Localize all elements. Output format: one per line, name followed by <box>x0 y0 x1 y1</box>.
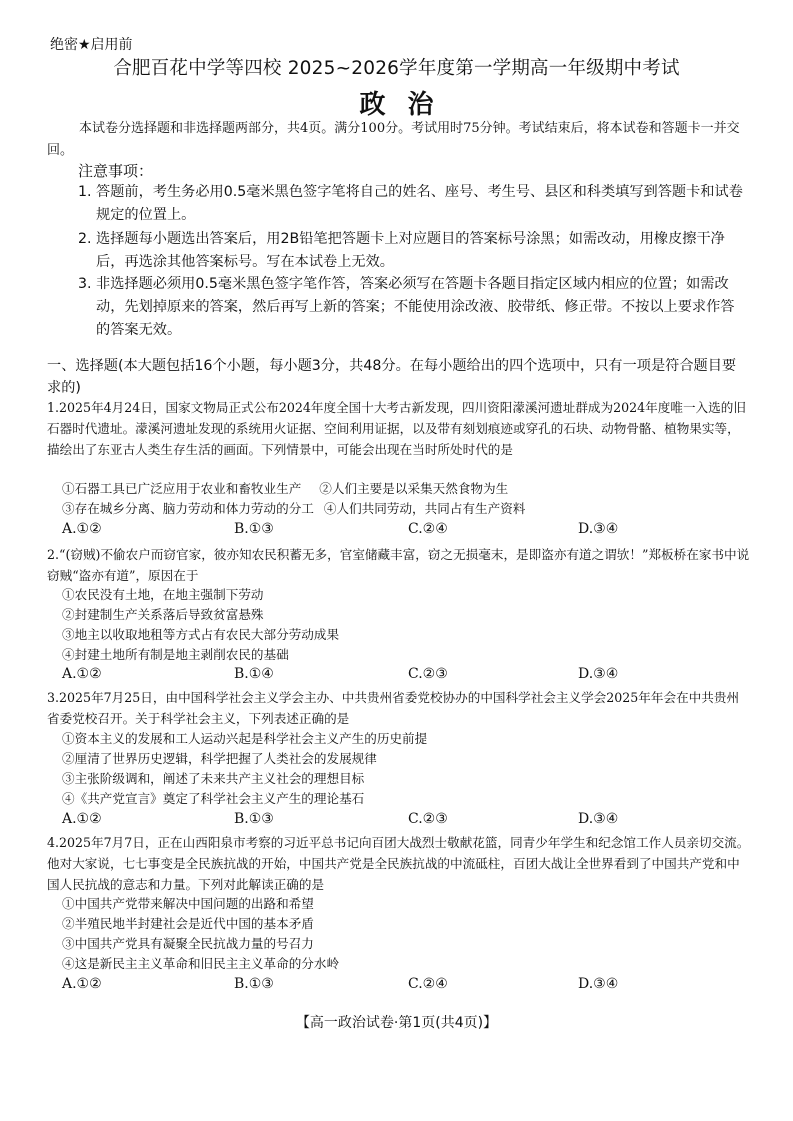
option: ④人们共同劳动，共同占有生产资料 <box>323 501 526 516</box>
choice-c: C.②④ <box>408 976 448 992</box>
option: ①资本主义的发展和工人运动兴起是科学社会主义产生的历史前提 <box>62 731 428 746</box>
question-2 <box>47 545 750 587</box>
choice-c: C.②③ <box>408 811 448 827</box>
option: ①中国共产党带来解决中国问题的出路和希望 <box>62 896 314 911</box>
note-number: 2. <box>78 231 92 247</box>
choice-a: A.①② <box>62 666 102 682</box>
option-line <box>62 479 508 500</box>
choice-b: B.①④ <box>234 666 274 682</box>
choice-b: B.①③ <box>234 976 274 992</box>
question-stem: 1.2025年4月24日，国家文物局正式公布2024年度全国十大考古新发现，四川资阳濛溪河遗址群成为2024年度唯一入选的旧石器时代遗址。濛溪河遗址发现的系统用火证据、空间利用证据，以及带有刻划痕迹或穿孔的石块、动物骨骼、植物果实等，描绘出了东亚古人类生存生活的画面。下列情景中，可能会出现在当时所处时代的是 <box>47 400 746 457</box>
note-text: 答题前，考生务必用0.5毫米黑色签字笔将自己的姓名、座号、考生号、县区和科类填写到答题卡和试卷规定的位置上。 <box>96 184 743 223</box>
question-3 <box>47 688 750 730</box>
exam-intro: 本试卷分选择题和非选择题两部分，共4页。满分100分。考试用时75分钟。考试结束后，将本试卷和答题卡一并交回。 <box>47 121 740 158</box>
option: ①石器工具已广泛应用于农业和畜牧业生产 <box>62 481 302 496</box>
choice-b: B.①③ <box>234 811 274 827</box>
choice-a: A.①② <box>62 811 102 827</box>
section-heading: 一、选择题(本大题包括16个小题，每小题3分，共48分。在每小题给出的四个选项中，只有一项是符合题目要求的) <box>47 358 737 396</box>
choice-c: C.②③ <box>408 666 448 682</box>
note-number: 1. <box>78 184 92 200</box>
choice-a: A.①② <box>62 521 102 537</box>
choice-c: C.②④ <box>408 521 448 537</box>
choice-b: B.①③ <box>234 521 274 537</box>
option: ①农民没有土地，在地主强制下劳动 <box>62 587 264 602</box>
option: ④封建土地所有制是地主剥削农民的基础 <box>62 647 289 662</box>
question-1 <box>47 398 750 460</box>
question-stem: 3.2025年7月25日，由中国科学社会主义学会主办、中共贵州省委党校协办的中国科学社会主义学会2025年年会在中共贵州省委党校召开。关于科学社会主义，下列表述正确的是 <box>47 690 740 726</box>
option: ③存在城乡分离、脑力劳动和体力劳动的分工 <box>62 501 314 516</box>
confidential-mark: 绝密★启用前 <box>50 37 133 53</box>
note-number: 3. <box>78 276 92 292</box>
question-stem: 2.“(窃贼)不偷农户而窃官家，彼亦知农民积蓄无多，官室储藏丰富，窃之无损毫末，是即盗亦有道之谓欤！”郑板桥在家书中说窃贼“盗亦有道”，原因在于 <box>47 547 750 583</box>
option: ④《共产党宣言》奠定了科学社会主义产生的理论基石 <box>62 791 365 806</box>
subject-title: 政治 <box>359 90 456 120</box>
option: ②半殖民地半封建社会是近代中国的基本矛盾 <box>62 916 314 931</box>
note-item <box>78 181 748 227</box>
option: ④这是新民主主义革命和旧民主主义革命的分水岭 <box>62 956 340 971</box>
exam-title: 合肥百花中学等四校 2025~2026学年度第一学期高一年级期中考试 <box>113 58 680 79</box>
note-item <box>78 273 748 342</box>
option: ③中国共产党具有凝聚全民抗战力量的号召力 <box>62 936 314 951</box>
choice-d: D.③④ <box>578 811 619 827</box>
note-text: 非选择题必须用0.5毫米黑色签字笔作答，答案必须写在答题卡各题目指定区域内相应的位置；如需改动，先划掉原来的答案，然后再写上新的答案；不能使用涂改液、胶带纸、修正带。不按以上要求作答的答案无效。 <box>96 276 735 338</box>
option-line <box>62 499 525 520</box>
question-stem: 4.2025年7月7日，正在山西阳泉市考察的习近平总书记向百团大战烈士敬献花篮，同青少年学生和纪念馆工作人员亲切交流。他对大家说，七七事变是全民族抗战的开始，中国共产党是全民族抗战的中流砥柱，百团大战让全世界看到了中国共产党和中国人民抗战的意志和力量。下列对此解读正确的是 <box>47 835 750 892</box>
option: ②人们主要是以采集天然食物为生 <box>319 481 509 496</box>
notes-heading: 注意事项： <box>78 162 154 180</box>
option: ②厘清了世界历史逻辑，科学把握了人类社会的发展规律 <box>62 751 377 766</box>
option: ②封建制生产关系落后导致贫富悬殊 <box>62 607 264 622</box>
choice-d: D.③④ <box>578 666 619 682</box>
note-text: 选择题每小题选出答案后，用2B铅笔把答题卡上对应题目的答案标号涂黑；如需改动，用橡皮擦干净后，再选涂其他答案标号。写在本试卷上无效。 <box>96 231 725 270</box>
option: ③地主以收取地租等方式占有农民大部分劳动成果 <box>62 627 340 642</box>
choice-d: D.③④ <box>578 976 619 992</box>
note-item <box>78 228 748 274</box>
page-footer: 【高一政治试卷·第1页(共4页)】 <box>295 1015 498 1031</box>
choice-d: D.③④ <box>578 521 619 537</box>
choice-a: A.①② <box>62 976 102 992</box>
option: ③主张阶级调和，阐述了未来共产主义社会的理想目标 <box>62 771 365 786</box>
question-4 <box>47 833 750 895</box>
